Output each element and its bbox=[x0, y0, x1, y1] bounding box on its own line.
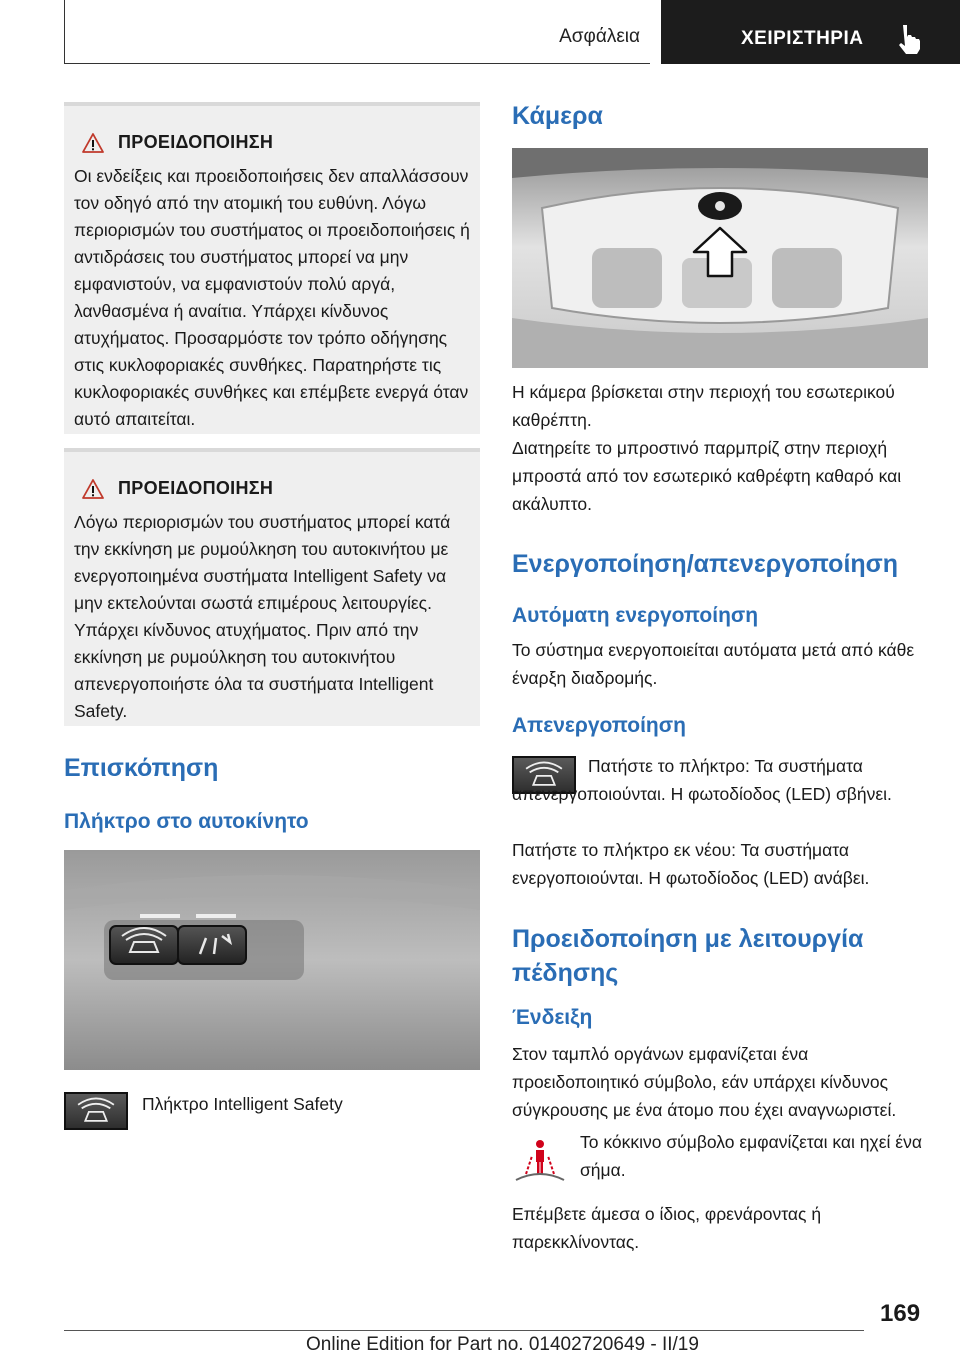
footer-edition: Online Edition for Part no. 01402720649 - II/19 bbox=[306, 1334, 699, 1355]
button-in-car-heading: Πλήκτρο στο αυτοκίνητο bbox=[64, 810, 309, 833]
warning-box-2 bbox=[64, 448, 480, 726]
button-photo bbox=[64, 850, 480, 1070]
header-rule-bottom bbox=[64, 63, 650, 64]
header-section-title: Ασφάλεια bbox=[559, 26, 640, 47]
deactivation-heading: Απενεργοποίηση bbox=[512, 714, 686, 737]
reactivation-text: Πατήστε το πλήκτρο εκ νέου: Τα συστήματα ενεργοποιούνται. Η φωτοδίοδος (LED) ανάβει. bbox=[512, 840, 870, 888]
warning-triangle-icon bbox=[82, 479, 104, 499]
camera-keep-clear-text: Διατηρείτε το μπροστινό παρμπρίζ στην περιοχή μπροστά από τον εσωτερικό καθρέφτη καθαρό και ακάλυπτο. bbox=[512, 438, 902, 514]
red-symbol-text: Το κόκκινο σύμβολο εμφανίζεται και ηχεί ένα σήμα. bbox=[580, 1132, 922, 1180]
header-rule-left bbox=[64, 0, 65, 64]
indication-heading: Ένδειξη bbox=[512, 1006, 593, 1029]
warning-header bbox=[74, 132, 472, 153]
intervene-text: Επέμβετε άμεσα ο ίδιος, φρενάροντας ή παρεκκλίνοντας. bbox=[512, 1204, 822, 1252]
deactivation-text: Πατήστε το πλήκτρο: Τα συστήματα απενεργοποιούνται. Η φωτοδίοδος (LED) σβήνει. bbox=[512, 756, 892, 804]
pedestrian-warning-icon bbox=[512, 1138, 568, 1182]
warning-text: Οι ενδείξεις και προειδοποιήσεις δεν απαλλάσσουν τον οδηγό από την ατομική του ευθύνη. Λόγω περιορισμών του συστήματος οι προειδοποιήσεις ή αντιδράσεις του συστήματος μπορεί να μην εμφανιστούν, να εμφανιστούν πολύ αργά, λανθασμένα ή αναίτια. Υπάρχει κίνδυνος ατυχήματος. Προσαρμόστε τον τρόπο οδήγησης στις κυκλοφοριακές συνθήκες. Παρατηρήστε τις κυκλοφοριακές συνθήκες και επέμβετε ενεργά όταν αυτό απαιτείται. bbox=[74, 166, 470, 429]
intelligent-safety-button-icon bbox=[64, 1092, 128, 1130]
page-number: 169 bbox=[880, 1300, 921, 1327]
warning-title: ΠΡΟΕΙΔΟΠΟΙΗΣΗ bbox=[118, 132, 274, 152]
warning-header bbox=[74, 478, 472, 499]
button-caption: Πλήκτρο Intelligent Safety bbox=[142, 1094, 343, 1114]
warning-triangle-icon bbox=[82, 133, 104, 153]
indication-text: Στον ταμπλό οργάνων εμφανίζεται ένα προειδοποιητικό σύμβολο, εάν υπάρχει κίνδυνος σύγκρουσης με ένα άτομο που έχει αναγνωριστεί. bbox=[512, 1044, 897, 1120]
brake-warning-heading: Προειδοποίηση με λειτουργία πέδησης bbox=[512, 925, 864, 987]
header-chapter-tab[interactable] bbox=[661, 0, 960, 64]
auto-activation-text: Το σύστημα ενεργοποιείται αυτόματα μετά από κάθε έναρξη διαδρομής. bbox=[512, 640, 915, 688]
warning-text: Λόγω περιορισμών του συστήματος μπορεί κατά την εκκίνηση με ρυμούλκηση του αυτοκινήτου με ενεργοποιημένα συστήματα Intelligent Safety να μην εκτελούνται σωστά επιμέρους λειτουργίες. Υπάρχει κίνδυνος ατυχήματος. Πριν από την εκκίνηση με ρυμούλκηση του αυτοκινήτου απενεργοποιήστε όλα τα συστήματα Intelligent Safety. bbox=[74, 512, 451, 721]
footer-rule bbox=[64, 1330, 864, 1331]
overview-heading: Επισκόπηση bbox=[64, 754, 219, 782]
auto-activation-heading: Αυτόματη ενεργοποίηση bbox=[512, 604, 759, 627]
hand-pointer-icon bbox=[894, 22, 924, 54]
activation-heading: Ενεργοποίηση/απενεργοποίηση bbox=[512, 550, 899, 578]
camera-heading: Κάμερα bbox=[512, 102, 603, 130]
camera-location-text: Η κάμερα βρίσκεται στην περιοχή του εσωτερικού καθρέπτη. bbox=[512, 382, 895, 430]
camera-photo bbox=[512, 148, 928, 368]
warning-box-1 bbox=[64, 102, 480, 434]
warning-title: ΠΡΟΕΙΔΟΠΟΙΗΣΗ bbox=[118, 478, 274, 498]
chapter-tab-label: ΧΕΙΡΙΣΤΗΡΙΑ bbox=[741, 28, 864, 49]
